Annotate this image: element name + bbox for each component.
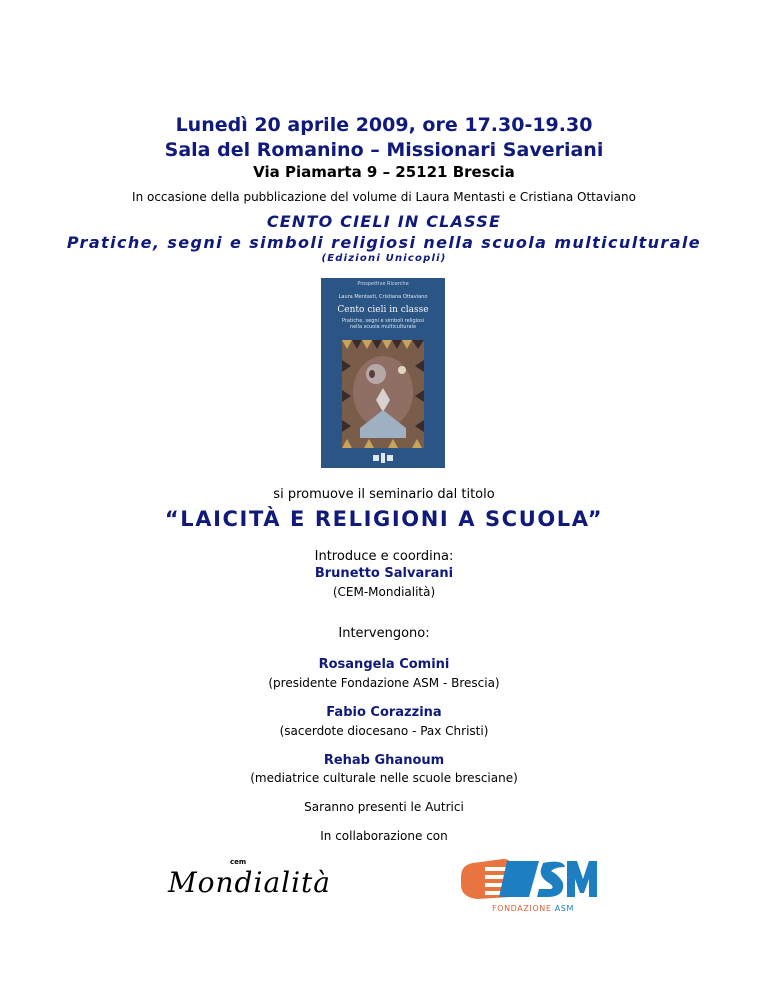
speaker-name: Fabio Corazzina xyxy=(326,705,442,720)
cover-artwork-icon xyxy=(342,340,424,448)
book-subtitle: Pratiche, segni e simboli religiosi nella scuola multiculturale xyxy=(66,233,702,252)
collaboration-text: In collaborazione con xyxy=(320,829,448,843)
fondazione-asm-logo xyxy=(459,857,599,927)
asm-caption-fondazione: FONDAZIONE xyxy=(492,904,552,913)
speaker-role: (presidente Fondazione ASM - Brescia) xyxy=(268,676,500,690)
cover-title: Cento cieli in classe xyxy=(337,305,429,315)
introducer-label: Introduce e coordina: xyxy=(314,549,454,564)
cover-subtitle xyxy=(321,318,445,330)
event-date: Lunedì 20 aprile 2009, ore 17.30-19.30 xyxy=(175,114,593,136)
cem-wordmark: cem xyxy=(230,858,247,866)
cover-authors: Laura Mentasti, Cristiana Ottaviano xyxy=(338,294,428,300)
publisher-logo-icon xyxy=(373,453,393,463)
cover-subtitle-line1: Pratiche, segni e simboli religiosi xyxy=(341,318,425,324)
asm-caption-asm: ASM xyxy=(554,904,574,913)
promo-text: si promuove il seminario dal titolo xyxy=(273,487,495,502)
mondialita-wordmark: Mondialità xyxy=(168,866,331,899)
speaker-role: (mediatrice culturale nelle scuole bresciane) xyxy=(250,771,518,785)
introducer-name: Brunetto Salvarani xyxy=(314,566,454,581)
speaker-name: Rehab Ghanoum xyxy=(323,753,445,768)
occasion-text: In occasione della pubblicazione del volume di Laura Mentasti e Cristiana Ottaviano xyxy=(132,190,636,204)
asm-caption xyxy=(492,904,574,913)
authors-note: Saranno presenti le Autrici xyxy=(304,800,464,814)
event-venue: Sala del Romanino – Missionari Saveriani xyxy=(164,139,604,161)
book-title: CENTO CIELI IN CLASSE xyxy=(266,212,502,231)
book-cover-image xyxy=(321,278,445,468)
book-publisher: (Edizioni Unicopli) xyxy=(321,253,447,264)
cem-mondialita-logo xyxy=(168,858,331,914)
event-address: Via Piamarta 9 – 25121 Brescia xyxy=(253,163,515,181)
introducer-role: (CEM-Mondialità) xyxy=(332,585,436,599)
speaker-role: (sacerdote diocesano - Pax Christi) xyxy=(279,724,489,738)
cover-subtitle-line2: nella scuola multiculturale xyxy=(349,324,417,330)
seminar-title: “LAICITÀ E RELIGIONI A SCUOLA” xyxy=(164,507,604,531)
cover-series: Prospettive Ricerche xyxy=(357,281,409,287)
asm-hand-icon xyxy=(459,857,599,903)
speaker-name: Rosangela Comini xyxy=(318,657,450,672)
speakers-label: Intervengono: xyxy=(338,626,430,641)
